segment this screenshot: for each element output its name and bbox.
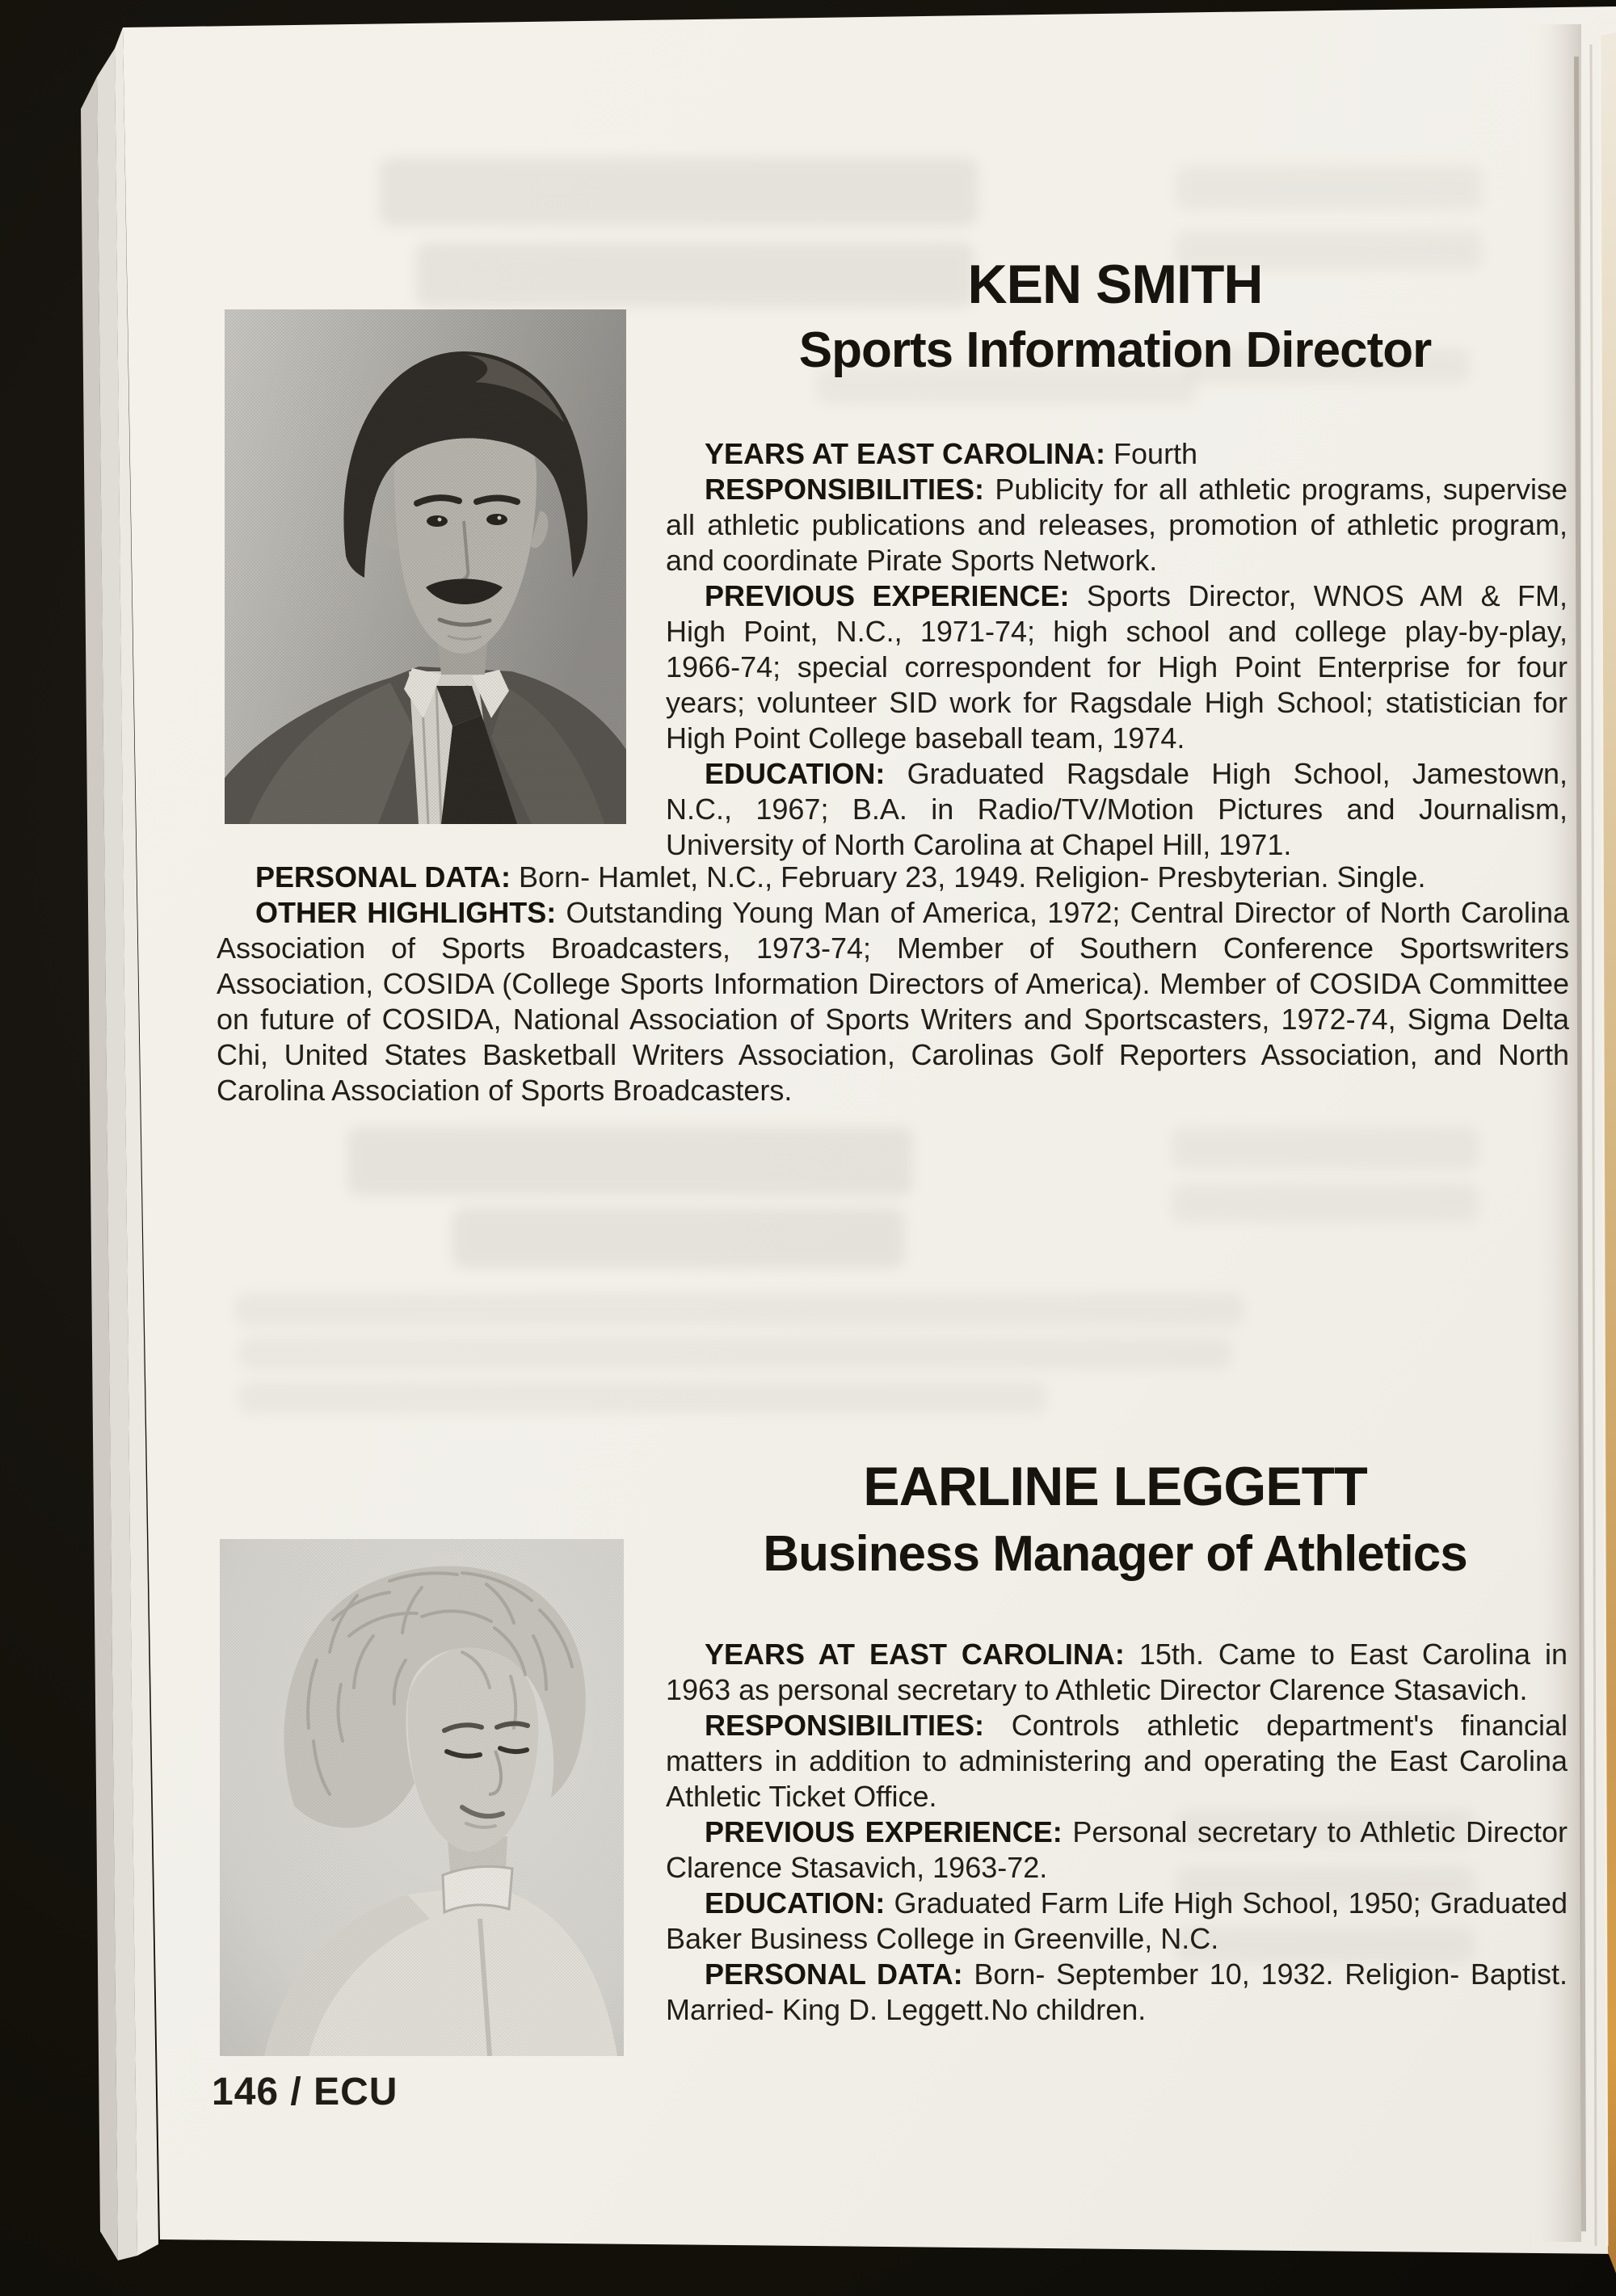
bio-paragraph xyxy=(666,1815,1568,1886)
section-label: PREVIOUS EXPERIENCE: xyxy=(705,1815,1063,1848)
profile-title-business-manager-of-athletics: Business Manager of Athletics xyxy=(763,1526,1467,1583)
bio-paragraph xyxy=(666,1637,1568,1708)
page-number: 146 / ECU xyxy=(212,2071,398,2113)
section-label: RESPONSIBILITIES: xyxy=(705,473,985,506)
section-text: Graduated Ragsdale High School, Jamestown, N.C., 1967; B.A. in Radio/TV/Motion Pictures and Journalism, University of North Carolina at Chapel Hill, 1971. xyxy=(666,757,1568,861)
bio-paragraph xyxy=(666,578,1568,756)
earline-leggett-portrait-photo xyxy=(220,1539,624,2056)
profile-title-sports-information-director: Sports Information Director xyxy=(798,322,1432,379)
section-text: Controls athletic department's financial matters in addition to administering and operating the East Carolina Athletic Ticket Office. xyxy=(666,1709,1568,1813)
section-text: Born- September 10, 1932. Religion- Baptist. Married- King D. Leggett.No children. xyxy=(666,1957,1568,2026)
ken-smith-portrait-photo xyxy=(225,309,626,824)
section-text: 15th. Came to East Carolina in 1963 as personal secretary to Athletic Director Clarence Stasavich. xyxy=(666,1638,1568,1706)
section-text: Born- Hamlet, N.C., February 23, 1949. Religion- Presbyterian. Single. xyxy=(519,860,1426,894)
section-label: PREVIOUS EXPERIENCE: xyxy=(705,579,1070,612)
section-text: Personal secretary to Athletic Director Clarence Stasavich, 1963-72. xyxy=(666,1815,1568,1884)
section-label: PERSONAL DATA: xyxy=(705,1957,963,1991)
section-label: EDUCATION: xyxy=(705,757,886,790)
earline-leggett-bio-column xyxy=(666,1637,1568,2028)
section-label: YEARS AT EAST CAROLINA: xyxy=(705,1638,1125,1671)
bio-paragraph xyxy=(666,472,1568,578)
section-label: EDUCATION: xyxy=(705,1886,886,1920)
section-text: Fourth xyxy=(1113,437,1198,470)
bio-paragraph xyxy=(666,1957,1568,2028)
bio-paragraph xyxy=(666,1708,1568,1815)
ken-smith-bio-column xyxy=(666,436,1568,863)
profile-name-ken-smith: KEN SMITH xyxy=(967,253,1263,315)
bio-paragraph xyxy=(666,756,1568,863)
section-label: YEARS AT EAST CAROLINA: xyxy=(705,437,1106,470)
section-label: RESPONSIBILITIES: xyxy=(705,1709,985,1742)
section-label: PERSONAL DATA: xyxy=(255,860,511,894)
section-text: Outstanding Young Man of America, 1972; Central Director of North Carolina Association of Sports Broadcasters, 1973-74; Member of Southern Conference Sportswriters Association, COSIDA (College Sports Information Directors of America). Member of COSIDA Committee on future of COSIDA, National Association of Sports Writers and Sportscasters, 1972-74, Sigma Delta Chi, United States Basketball Writers Association, Carolinas Golf Reporters Association, and North Carolina Association of Sports Broadcasters. xyxy=(217,896,1569,1107)
bio-paragraph xyxy=(666,1886,1568,1957)
section-text: Publicity for all athletic programs, supervise all athletic publications and releases, promotion of athletic program, and coordinate Pirate Sports Network. xyxy=(666,473,1568,577)
section-text: Graduated Farm Life High School, 1950; Graduated Baker Business College in Greenville, N.C. xyxy=(666,1886,1568,1955)
ken-smith-fullwidth-block xyxy=(217,860,1569,1108)
bio-paragraph xyxy=(666,436,1568,472)
section-label: OTHER HIGHLIGHTS: xyxy=(255,896,557,929)
bio-paragraph xyxy=(217,895,1569,1108)
bio-paragraph xyxy=(217,860,1569,895)
section-text: Sports Director, WNOS AM & FM, High Point, N.C., 1971-74; high school and college play-by-play, 1966-74; special correspondent for High Point Enterprise for four years; volunteer SID work for Ragsdale High School; statistician for High Point College baseball team, 1974. xyxy=(666,579,1568,755)
profile-name-earline-leggett: EARLINE LEGGETT xyxy=(863,1455,1367,1517)
